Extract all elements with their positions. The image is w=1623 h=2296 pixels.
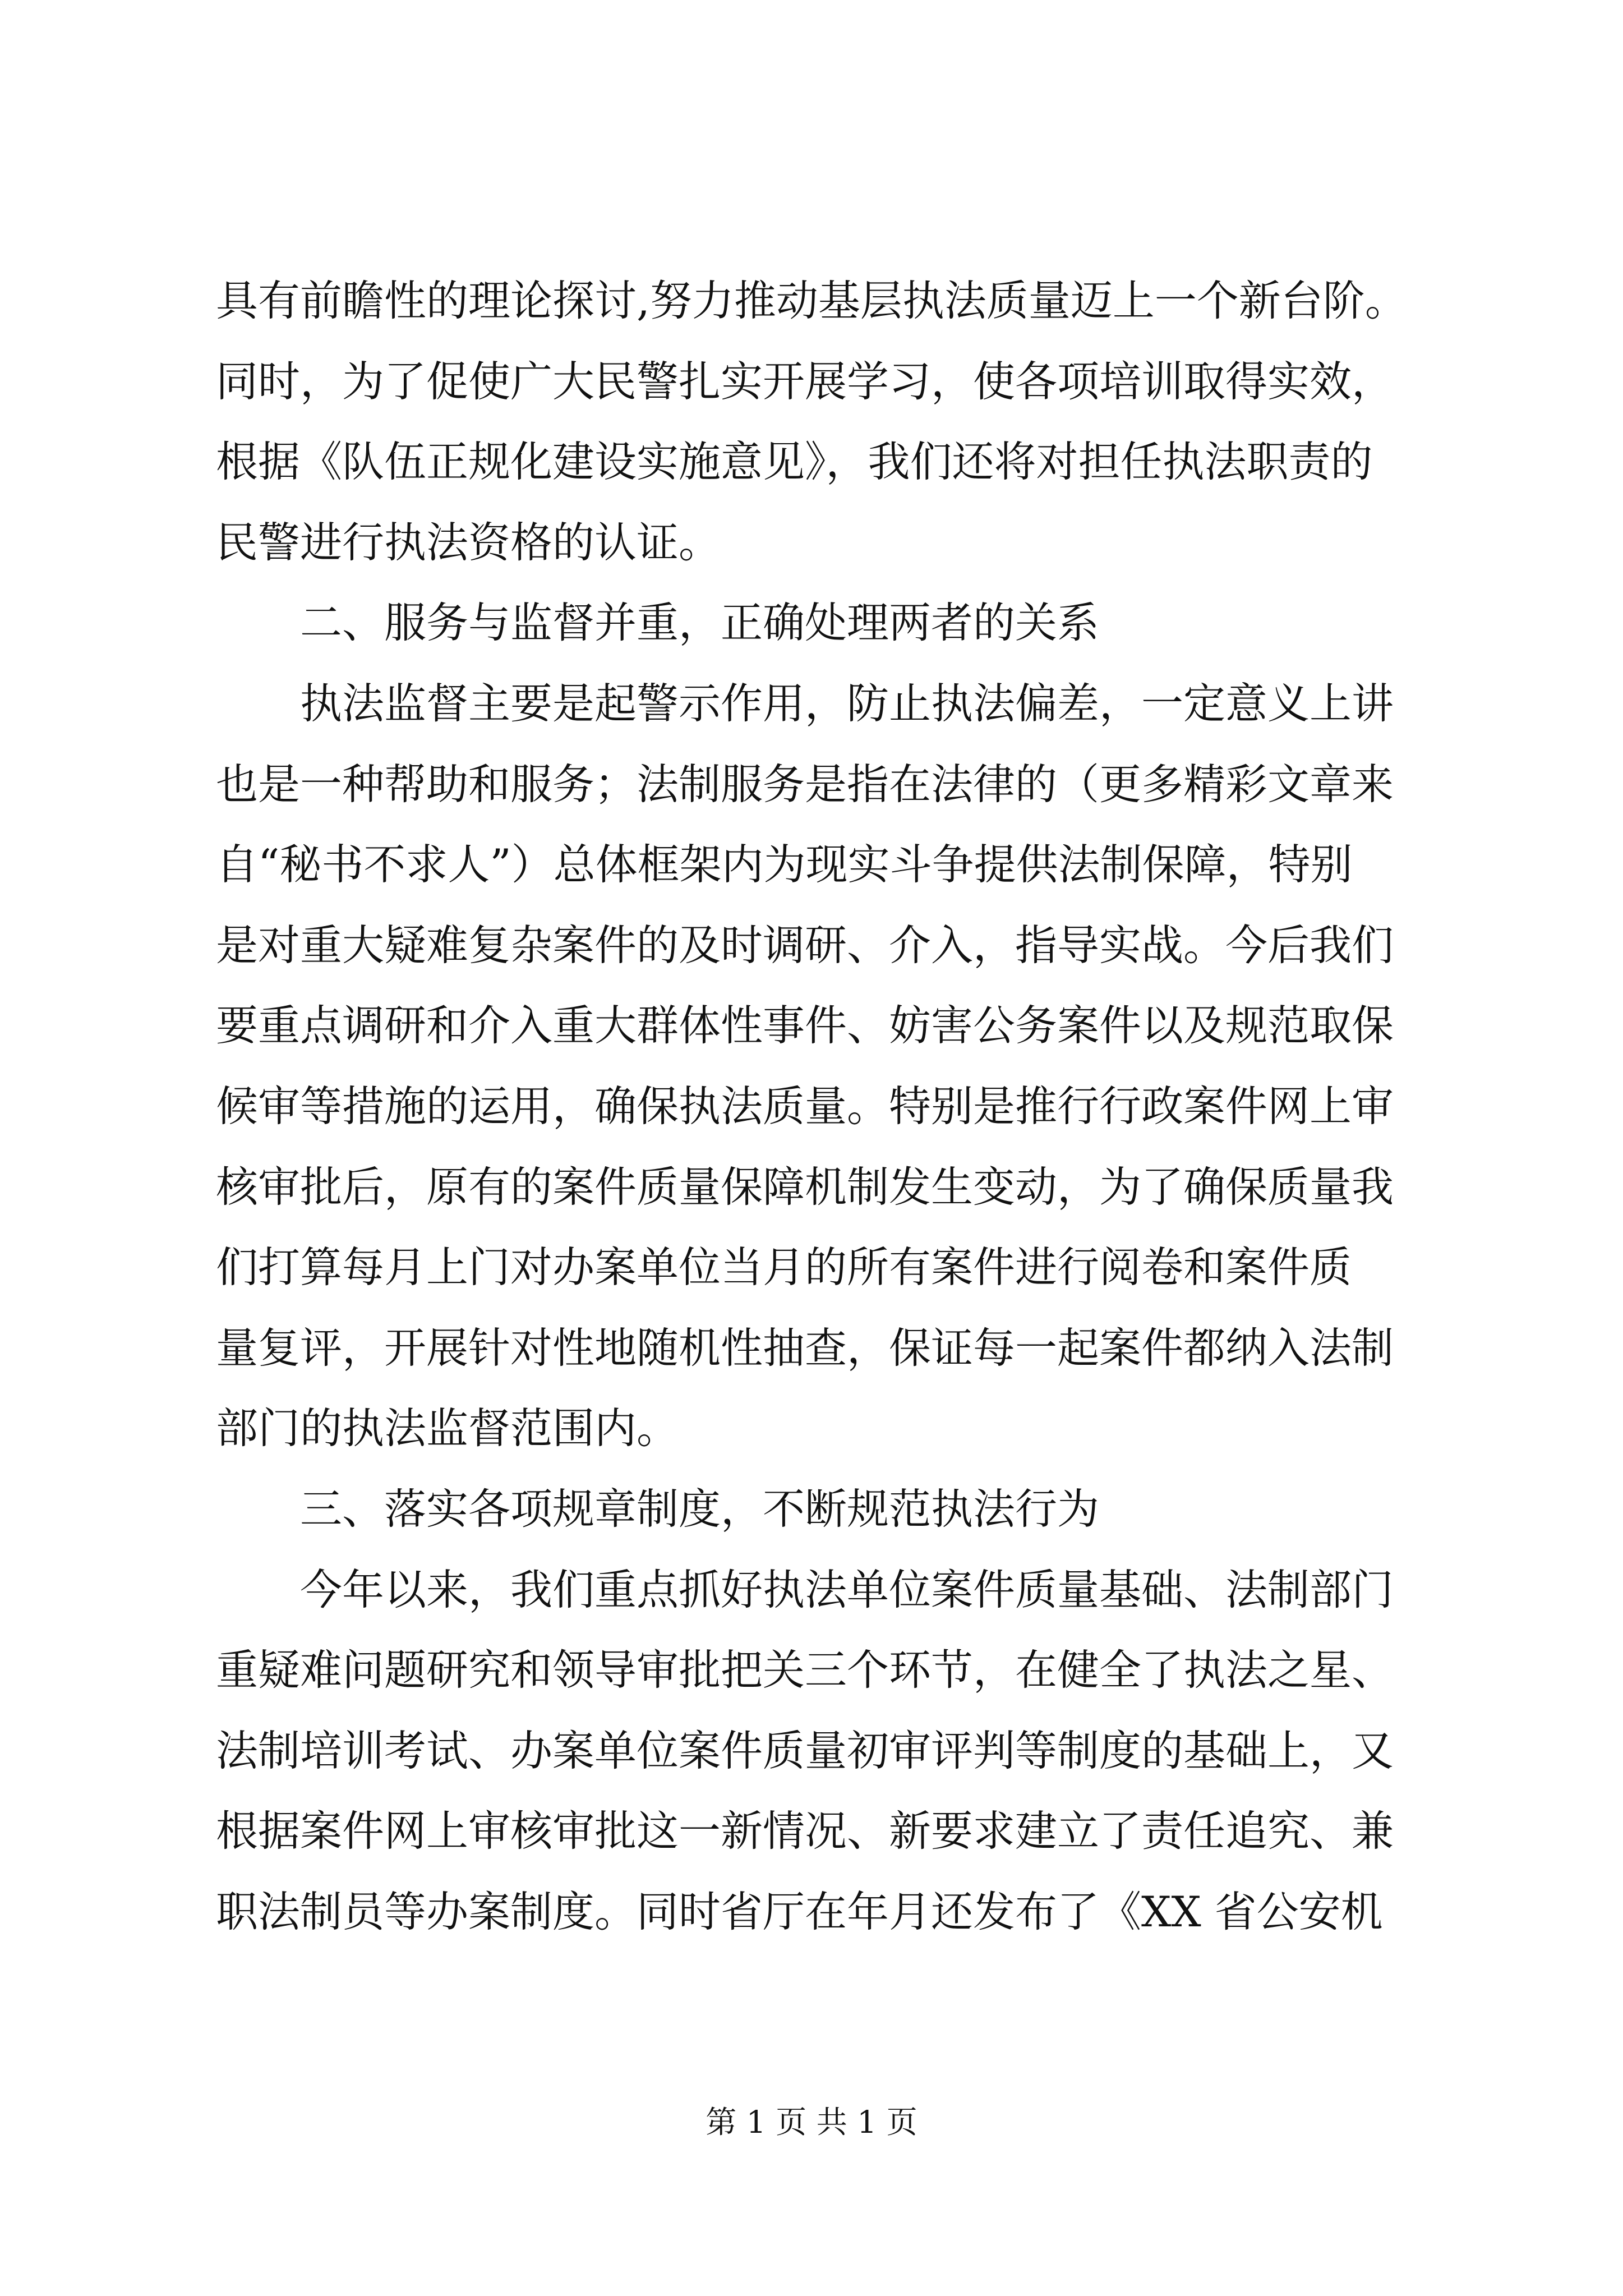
text-line: 根据《队伍正规化建设实施意见》，我们还将对担任执法职责的 [216, 437, 1373, 487]
text-line: 自“秘书不求人”）总体框架内为现实斗争提供法制保障，特别 [216, 840, 1353, 890]
text-line: 核审批后，原有的案件质量保障机制发生变动，为了确保质量我 [216, 1162, 1394, 1212]
paragraph-first-line: 今年以来，我们重点抓好执法单位案件质量基础、法制部门 [300, 1565, 1394, 1614]
text-line: 法制培训考试、办案单位案件质量初审评判等制度的基础上，又 [216, 1726, 1394, 1775]
text-line: 民警进行执法资格的认证。 [216, 517, 721, 567]
page-footer: 第 1 页 共 1 页 [706, 2104, 917, 2140]
text-line: 是对重大疑难复杂案件的及时调研、介入，指导实战。今后我们 [216, 920, 1394, 970]
text-line: 职法制员等办案制度。同时省厅在年月还发布了《XX 省公安机 [216, 1887, 1383, 1936]
document-body [216, 261, 1422, 1952]
text-line: 重疑难问题研究和领导审批把关三个环节，在健全了执法之星、 [216, 1645, 1394, 1695]
text-line: 同时，为了促使广大民警扎实开展学习，使各项培训取得实效， [216, 356, 1394, 406]
text-line: 们打算每月上门对办案单位当月的所有案件进行阅卷和案件质 [216, 1243, 1352, 1292]
text-line: 根据案件网上审核审批这一新情况、新要求建立了责任追究、兼 [216, 1806, 1394, 1856]
text-line: 也是一种帮助和服务；法制服务是指在法律的（更多精彩文章来 [216, 759, 1394, 809]
section-heading-3: 三、落实各项规章制度，不断规范执法行为 [300, 1484, 1100, 1534]
text-line: 要重点调研和介入重大群体性事件、妨害公务案件以及规范取保 [216, 1001, 1394, 1051]
text-line: 量复评，开展针对性地随机性抽查，保证每一起案件都纳入法制 [216, 1323, 1394, 1373]
section-heading-2: 二、服务与监督并重，正确处理两者的关系 [300, 598, 1100, 648]
text-line: 候审等措施的运用，确保执法质量。特别是推行行政案件网上审 [216, 1081, 1394, 1131]
text-line: 部门的执法监督范围内。 [216, 1404, 679, 1453]
text-line: 具有前瞻性的理论探讨,努力推动基层执法质量迈上一个新台阶。 [216, 276, 1407, 325]
paragraph-first-line: 执法监督主要是起警示作用，防止执法偏差，一定意义上讲 [300, 678, 1394, 728]
